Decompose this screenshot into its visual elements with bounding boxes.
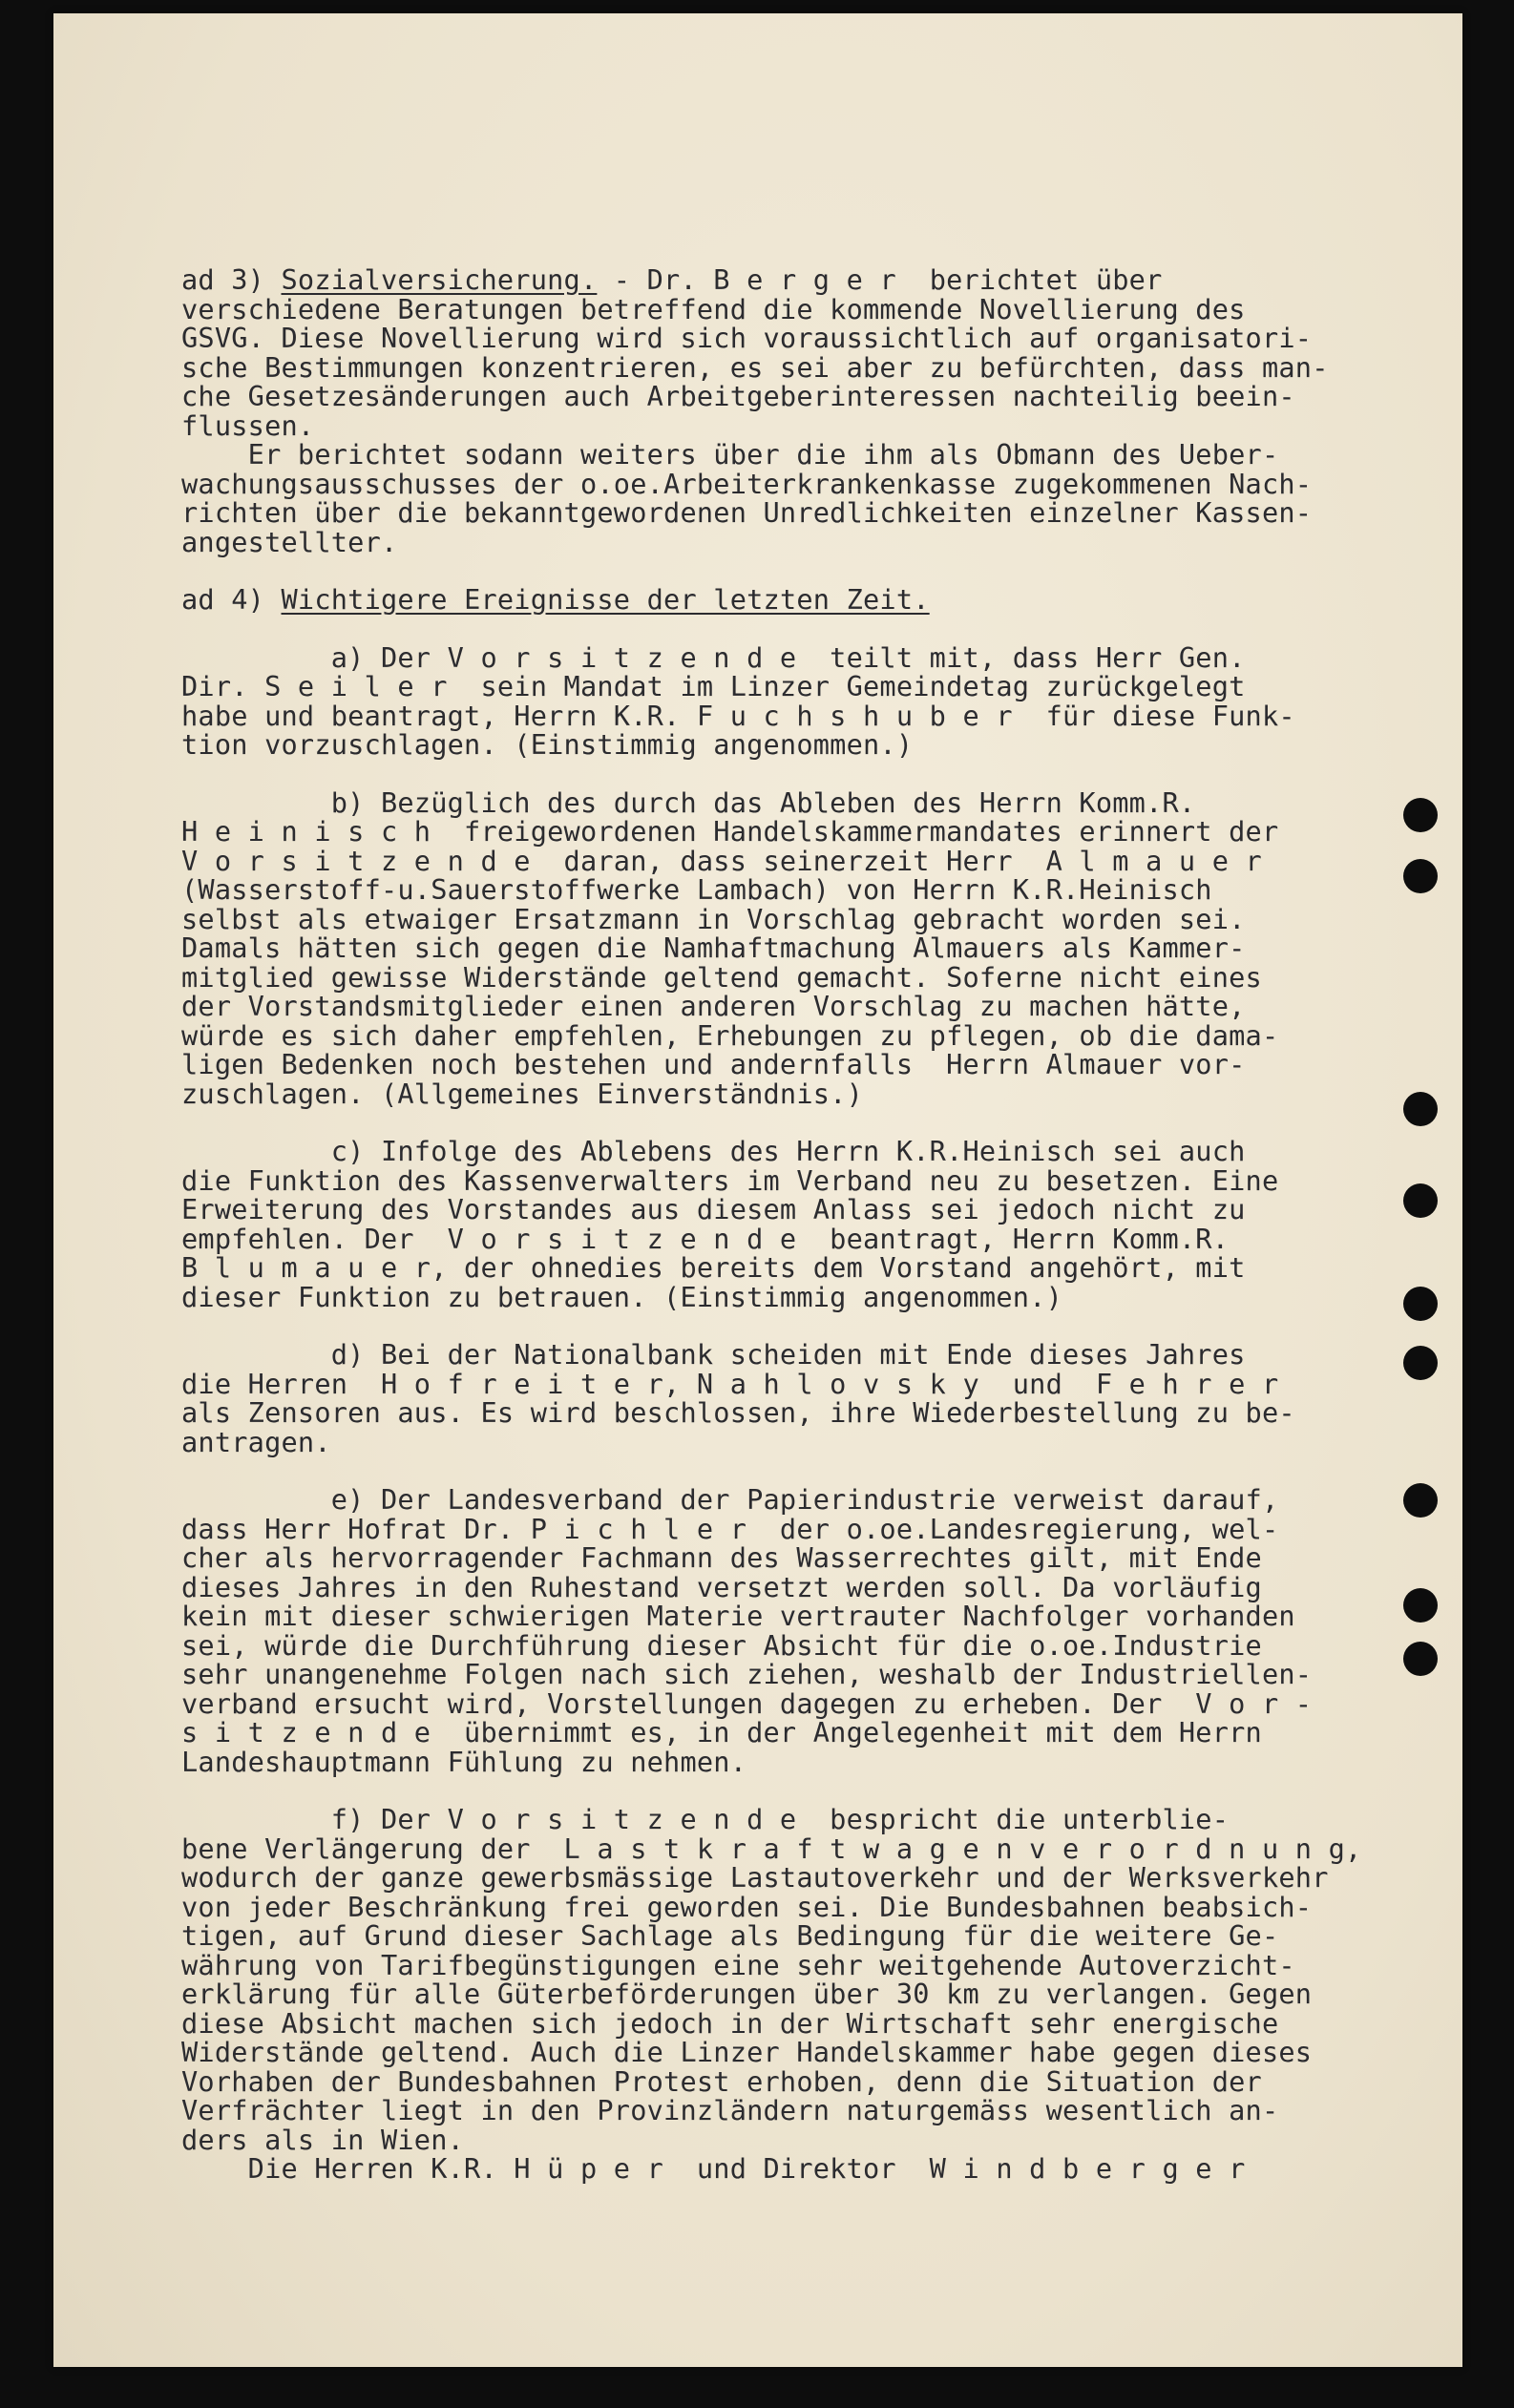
text-line: Widerstände geltend. Auch die Linzer Handelskammer habe gegen dieses [181, 2036, 1313, 2068]
punch-hole [1403, 1588, 1438, 1623]
punch-hole [1403, 1287, 1438, 1321]
text-line: b) Bezüglich des durch das Ableben des Herrn Komm.R. [181, 785, 1196, 819]
text-line: diese Absicht machen sich jedoch in der Wirtschaft sehr energische [181, 2006, 1279, 2040]
text-line: e) Der Landesverband der Papierindustrie verweist darauf, [181, 1483, 1279, 1516]
text-line: dass Herr Hofrat Dr. P i c h l e r der o.oe.Landesregierung, wel- [181, 1512, 1279, 1545]
text-line: ligen Bedenken noch bestehen und andernfalls Herrn Almauer vor- [181, 1048, 1246, 1080]
text-line: H e i n i s c h freigewordenen Handelskammermandates erinnert der [181, 815, 1279, 848]
text-line: sei, würde die Durchführung dieser Absicht für die o.oe.Industrie [181, 1628, 1262, 1662]
punch-hole [1403, 1092, 1438, 1126]
text-line: wachungsausschusses der o.oe.Arbeiterkrankenkasse zugekommenen Nach- [181, 467, 1313, 500]
text-line: cher als hervorragender Fachmann des Wasserrechtes gilt, mit Ende [181, 1541, 1262, 1574]
text-line: bene Verlängerung der L a s t k r a f t w a g e n v e r o r d n u n g, [181, 1832, 1362, 1865]
punch-hole [1403, 859, 1438, 893]
text-line: f) Der V o r s i t z e n d e bespricht die unterblie- [181, 1803, 1230, 1835]
text-line: von jeder Beschränkung frei geworden sei. Die Bundesbahnen beabsich- [181, 1890, 1313, 1923]
text-line: dieses Jahres in den Ruhestand versetzt werden soll. Da vorläufig [181, 1570, 1262, 1603]
text-line: GSVG. Diese Novellierung wird sich voraussichtlich auf organisatori- [181, 322, 1313, 354]
punch-hole [1403, 1483, 1438, 1518]
text-line: zuschlagen. (Allgemeines Einverständnis.) [181, 1077, 864, 1110]
text-line: wodurch der ganze gewerbsmässige Lastautoverkehr und der Werksverkehr [181, 1861, 1329, 1894]
section-3-heading-line [181, 265, 1370, 295]
text-line: antragen. [181, 1425, 331, 1458]
text-line: tigen, auf Grund dieser Sachlage als Bedingung für die weitere Ge- [181, 1919, 1279, 1952]
text-line: Erweiterung des Vorstandes aus diesem Anlass sei jedoch nicht zu [181, 1193, 1246, 1225]
text-line: ders als in Wien. [181, 2123, 465, 2156]
section-4-heading: Wichtigere Ereignisse der letzten Zeit. [281, 583, 930, 616]
punch-hole [1403, 1183, 1438, 1218]
text-line: dieser Funktion zu betrauen. (Einstimmig angenommen.) [181, 1280, 1062, 1313]
section-4-number: ad 4) [181, 583, 282, 616]
text-line: würde es sich daher empfehlen, Erhebungen zu pflegen, ob die dama- [181, 1018, 1279, 1052]
document-text [181, 265, 1370, 2184]
text-line: angestellter. [181, 525, 398, 558]
punch-hole [1403, 798, 1438, 832]
text-line: - Dr. B e r g e r berichtet über [597, 263, 1163, 296]
text-line: Die Herren K.R. H ü p e r und Direktor W i n d b e r g e r [181, 2152, 1246, 2185]
text-line: mitglied gewisse Widerstände geltend gemacht. Soferne nicht eines [181, 960, 1262, 994]
text-line: flussen. [181, 408, 315, 442]
text-line: kein mit dieser schwierigen Materie vertrauter Nachfolger vorhanden [181, 1600, 1295, 1632]
text-line: B l u m a u e r, der ohnedies bereits dem Vorstand angehört, mit [181, 1251, 1246, 1284]
text-line: d) Bei der Nationalbank scheiden mit Ende dieses Jahres [181, 1338, 1246, 1371]
text-line: selbst als etwaiger Ersatzmann in Vorschlag gebracht worden sei. [181, 902, 1246, 935]
text-line: verband ersucht wird, Vorstellungen dagegen zu erheben. Der V o r - [181, 1686, 1313, 1720]
punch-hole [1403, 1642, 1438, 1676]
text-line: empfehlen. Der V o r s i t z e n d e beantragt, Herrn Komm.R. [181, 1222, 1230, 1255]
text-line: Dir. S e i l e r sein Mandat im Linzer Gemeindetag zurückgelegt [181, 670, 1246, 702]
text-line: V o r s i t z e n d e daran, dass seinerzeit Herr A l m a u e r [181, 844, 1262, 877]
text-line: tion vorzuschlagen. (Einstimmig angenommen.) [181, 728, 914, 761]
section-3-number: ad 3) [181, 263, 282, 296]
text-line: a) Der V o r s i t z e n d e teilt mit, dass Herr Gen. [181, 640, 1246, 674]
text-line: Er berichtet sodann weiters über die ihm als Obmann des Ueber- [181, 438, 1279, 471]
section-3-heading: Sozialversicherung. [281, 263, 598, 296]
text-line: sehr unangenehme Folgen nach sich ziehen, weshalb der Industriellen- [181, 1658, 1313, 1690]
text-line: die Herren H o f r e i t e r, N a h l o v s k y und F e h r e r [181, 1367, 1279, 1400]
text-line: währung von Tarifbegünstigungen eine sehr weitgehende Autoverzicht- [181, 1948, 1295, 1981]
text-line: die Funktion des Kassenverwalters im Verband neu zu besetzen. Eine [181, 1163, 1279, 1197]
text-line: Damals hätten sich gegen die Namhaftmachung Almauers als Kammer- [181, 932, 1246, 964]
text-line: (Wasserstoff-u.Sauerstoffwerke Lambach) von Herrn K.R.Heinisch [181, 873, 1212, 906]
text-line: s i t z e n d e übernimmt es, in der Angelegenheit mit dem Herrn [181, 1716, 1262, 1748]
text-line: der Vorstandsmitglieder einen anderen Vorschlag zu machen hätte, [181, 990, 1246, 1022]
text-line: Vorhaben der Bundesbahnen Protest erhoben, denn die Situation der [181, 2064, 1262, 2098]
text-line: sche Bestimmungen konzentrieren, es sei aber zu befürchten, dass man- [181, 350, 1329, 384]
text-line: Verfrächter liegt in den Provinzländern naturgemäss wesentlich an- [181, 2094, 1279, 2126]
text-line: che Gesetzesänderungen auch Arbeitgeberinteressen nachteilig beein- [181, 380, 1295, 412]
section-4-heading-line [181, 585, 1370, 615]
text-line: c) Infolge des Ablebens des Herrn K.R.Heinisch sei auch [181, 1135, 1246, 1167]
punch-hole [1403, 1346, 1438, 1380]
text-line: erklärung für alle Güterbeförderungen über 30 km zu verlangen. Gegen [181, 1978, 1313, 2010]
text-line: als Zensoren aus. Es wird beschlossen, ihre Wiederbestellung zu be- [181, 1396, 1295, 1429]
text-line: verschiedene Beratungen betreffend die kommende Novellierung des [181, 292, 1246, 325]
text-line: richten über die bekanntgewordenen Unredlichkeiten einzelner Kassen- [181, 496, 1313, 529]
text-line: habe und beantragt, Herrn K.R. F u c h s h u b e r für diese Funk- [181, 699, 1295, 732]
text-line: Landeshauptmann Fühlung zu nehmen. [181, 1745, 747, 1778]
